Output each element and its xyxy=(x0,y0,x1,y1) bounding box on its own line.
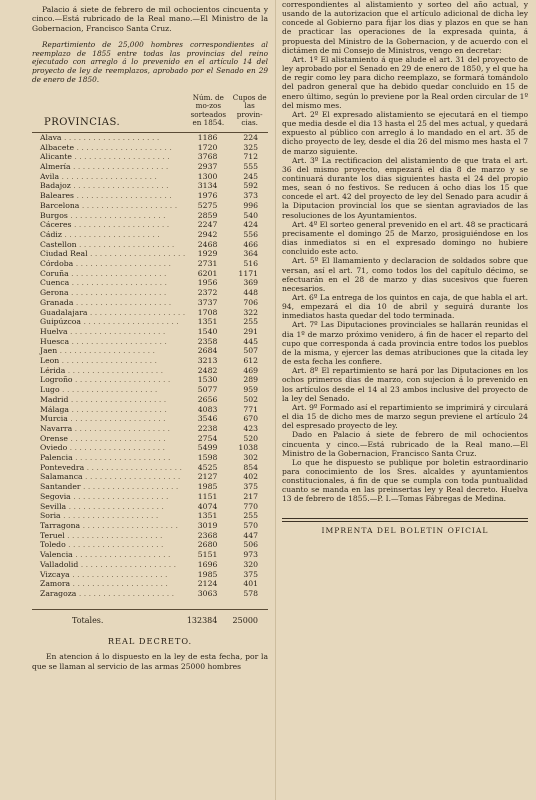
drawn-count: 6201 xyxy=(197,268,218,278)
table-row xyxy=(32,385,268,395)
province-name: Badajoz . . . xyxy=(32,181,185,191)
province-name: Orense . . . xyxy=(32,434,185,444)
drawn-count: 3737 xyxy=(197,297,218,307)
province-name: Ciudad Real . . . xyxy=(32,249,185,259)
province-name: Gerona . . . xyxy=(32,288,185,298)
totals-quota: 25000 xyxy=(231,609,268,625)
drawn-count: 3768 xyxy=(197,152,218,162)
quota-count: 854 xyxy=(243,462,258,472)
quota-count: 540 xyxy=(243,210,258,220)
province-name: Huelva . . . xyxy=(32,327,185,337)
quota-count: 291 xyxy=(243,326,258,336)
quota-count: 448 xyxy=(243,288,258,298)
quota-count: 401 xyxy=(243,579,258,589)
intro-paragraph: Palacio á siete de febrero de mil ochocientos cincuenta y cinco.—Está rubricado de la Real mano.—El Ministro de la Gobernacion, Francisco Santa Cruz. xyxy=(32,5,268,33)
drawn-count: 2656 xyxy=(197,394,218,404)
drawn-count: 2680 xyxy=(197,540,218,550)
drawn-count: 1186 xyxy=(197,132,218,142)
drawn-count: 2942 xyxy=(197,229,218,239)
quota-count: 424 xyxy=(243,220,258,230)
province-name: Cuenca . . . xyxy=(32,278,185,288)
table-row xyxy=(32,132,268,142)
table-row xyxy=(32,191,268,201)
province-name: Palencia . . . xyxy=(32,453,185,463)
quota-count: 578 xyxy=(243,588,258,598)
table-row xyxy=(32,511,268,521)
quota-count: 507 xyxy=(243,346,258,356)
drawn-count: 3546 xyxy=(197,414,218,424)
drawn-count: 3019 xyxy=(197,521,218,530)
quota-count: 506 xyxy=(243,540,258,550)
table-row xyxy=(32,211,268,221)
quota-count: 570 xyxy=(243,521,258,530)
quota-count: 375 xyxy=(243,482,258,492)
totals-drawn: 132384 xyxy=(185,609,231,625)
quota-count: 959 xyxy=(243,385,258,395)
table-row xyxy=(32,492,268,502)
quota-count: 1038 xyxy=(238,443,258,453)
table-row xyxy=(32,579,268,589)
quota-count: 245 xyxy=(243,171,258,181)
quota-count: 556 xyxy=(243,229,258,239)
province-name: Málaga . . . xyxy=(32,405,185,415)
drawn-count: 1956 xyxy=(197,278,218,288)
drawn-count: 1351 xyxy=(197,317,218,327)
decree-intro-text: En atencion á lo dispuesto en la ley de esta fecha, por la que se llaman al servicio de las armas 25000 hombres xyxy=(32,652,268,671)
province-name: Avila . . . xyxy=(32,172,185,182)
quota-count: 670 xyxy=(243,414,258,424)
table-row xyxy=(32,259,268,269)
article-paragraph: Lo que he dispuesto se publique por boletin estraordinario para conocimiento de los Sres. alcaldes y ayuntamientos constitucionales, á fin de que se cumpla con toda puntualidad cuanto se manda en las preinsertas ley y Real decreto. Huelva 13 de febrero de 1855.—P. I.—Tomas Fábregas de Medina. xyxy=(282,457,528,504)
table-row xyxy=(32,308,268,318)
province-name: Tarragona . . . xyxy=(32,521,185,531)
drawn-count: 2127 xyxy=(197,472,218,482)
quota-count: 369 xyxy=(243,278,258,288)
province-name: Baleares . . . xyxy=(32,191,185,201)
decree-articles xyxy=(282,0,528,504)
quota-count: 612 xyxy=(243,356,258,366)
article-paragraph: Art. 9º Formado así el repartimiento se imprimirá y circulará el dia 15 de dicho mes de marzo segun previene el artículo 24 del espresado proyecto de ley. xyxy=(282,402,528,431)
quota-count: 1171 xyxy=(238,268,258,278)
quota-count: 502 xyxy=(243,394,258,404)
province-name: Zamora . . . xyxy=(32,579,185,589)
drawn-count: 4083 xyxy=(197,404,218,414)
quota-count: 592 xyxy=(243,181,258,191)
province-name: Murcia . . . xyxy=(32,414,185,424)
drawn-count: 2368 xyxy=(197,530,218,540)
table-row xyxy=(32,172,268,182)
province-name: Salamanca . . . xyxy=(32,472,185,482)
table-row xyxy=(32,472,268,482)
drawn-count: 5151 xyxy=(197,550,218,560)
province-name: Jaen . . . xyxy=(32,346,185,356)
province-name: Granada . . . xyxy=(32,298,185,308)
table-row xyxy=(32,540,268,550)
quota-count: 447 xyxy=(243,530,258,540)
table-row xyxy=(32,463,268,473)
province-name: Toledo . . . xyxy=(32,540,185,550)
drawn-count: 1696 xyxy=(197,559,218,569)
article-paragraph: Art. 7º Las Diputaciones provinciales se hallarán reunidas el dia 1º de marzo próximo venidero, á fin de hacer el reparto del cupo que corresponda á cada provincia entre todos los pueblos de la misma, y ejercer las demas atribuciones que la citada ley de esta fecha les confiere. xyxy=(282,320,528,367)
table-row xyxy=(32,249,268,259)
drawn-count: 3063 xyxy=(197,588,218,598)
quota-count: 320 xyxy=(243,559,258,569)
drawn-count: 2482 xyxy=(197,365,218,375)
decree-title: REAL DECRETO. xyxy=(107,636,193,647)
province-name: Albacete . . . xyxy=(32,143,185,153)
table-row xyxy=(32,589,268,599)
province-name: Santander . . . xyxy=(32,482,185,492)
article-paragraph: Art. 5º El llamamiento y declaracion de soldados sobre que versan, así el art. 71, como todos los del capítulo décimo, se efectuarán en el 28 de marzo y dias sucesivos que fueren necesarios. xyxy=(282,256,528,293)
drawn-count: 1976 xyxy=(197,191,218,201)
footer-rule xyxy=(282,518,528,519)
table-row xyxy=(32,356,268,366)
province-quota-table xyxy=(32,93,268,625)
province-name: Madrid . . . xyxy=(32,395,185,405)
drawn-count: 3213 xyxy=(197,356,218,366)
province-name: Coruña . . . xyxy=(32,269,185,279)
province-name: Castellon . . . xyxy=(32,240,185,250)
table-row xyxy=(32,375,268,385)
quota-count: 423 xyxy=(243,423,258,433)
table-row xyxy=(32,269,268,279)
quota-count: 224 xyxy=(243,132,258,142)
table-row xyxy=(32,521,268,531)
quota-count: 516 xyxy=(243,259,258,269)
drawn-count: 3134 xyxy=(197,181,218,191)
drawn-count: 1708 xyxy=(197,307,218,317)
quota-count: 466 xyxy=(243,239,258,249)
repartimiento-note: Repartimiento de 25,000 hombres correspondientes al reemplazo de 1855 entre todas las provincias del reino ejecutado con arreglo á lo prevenido en el artículo 14 del proyecto de ley de reemplazos, aprobado por el Senado en 29 de enero de 1850. xyxy=(32,39,268,85)
table-row xyxy=(32,298,268,308)
table-row xyxy=(32,327,268,337)
province-name: Vizcaya . . . xyxy=(32,570,185,580)
table-row xyxy=(32,443,268,453)
printer-imprint: IMPRENTA DEL BOLETIN OFICIAL xyxy=(321,525,489,535)
table-row xyxy=(32,414,268,424)
province-name: Navarra . . . xyxy=(32,424,185,434)
drawn-count: 1300 xyxy=(197,171,218,181)
province-name: Córdoba . . . xyxy=(32,259,185,269)
quota-count: 255 xyxy=(243,317,258,327)
table-row xyxy=(32,424,268,434)
province-name: Sevilla . . . xyxy=(32,502,185,512)
article-paragraph: Art. 4º El sorteo general prevenido en el art. 48 se practicará precisamente el domingo 25 de Marzo, prosiguiéndose en los dias inmediatos si en el expresado domingo no hubiere concluido este acto. xyxy=(282,219,528,257)
table-row xyxy=(32,346,268,356)
quota-count: 364 xyxy=(243,249,258,259)
table-row xyxy=(32,240,268,250)
drawn-count: 2754 xyxy=(197,433,218,443)
table-row xyxy=(32,434,268,444)
drawn-count: 1985 xyxy=(197,482,218,492)
province-name: Huesca . . . xyxy=(32,337,185,347)
province-name: Valencia . . . xyxy=(32,550,185,560)
province-name: Burgos . . . xyxy=(32,211,185,221)
drawn-count: 5499 xyxy=(197,443,218,453)
table-row xyxy=(32,482,268,492)
drawn-count: 2247 xyxy=(197,220,218,230)
table-row xyxy=(32,162,268,172)
quota-count: 375 xyxy=(243,569,258,579)
table-row xyxy=(32,288,268,298)
province-name: Lérida . . . xyxy=(32,366,185,376)
province-name: Alava . . . xyxy=(32,132,185,142)
table-row xyxy=(32,220,268,230)
drawn-count: 1530 xyxy=(197,375,218,385)
article-paragraph: Art. 8º El repartimiento se hará por las Diputaciones en los ochos primeros dias de marzo, con sujecion á lo prevenido en los artículos desde el 14 al 23 ambos inclusive del proyecto de la ley del Senado. xyxy=(282,366,528,403)
drawn-count: 2731 xyxy=(197,259,218,269)
quota-count: 771 xyxy=(243,404,258,414)
table-row xyxy=(32,405,268,415)
table-row xyxy=(32,278,268,288)
quota-count: 289 xyxy=(243,375,258,385)
quota-count: 520 xyxy=(243,433,258,443)
drawn-count: 1929 xyxy=(197,249,218,259)
table-row xyxy=(32,317,268,327)
quota-count: 255 xyxy=(243,511,258,521)
drawn-count: 1540 xyxy=(197,326,218,336)
table-row xyxy=(32,531,268,541)
province-name: Oviedo . . . xyxy=(32,443,185,453)
article-paragraph: Art. 6º La entrega de los quintos en caja, de que habla el art. 94, empezará el dia 10 de abril y seguirá durante los inmediatos hasta quedar del todo terminada. xyxy=(282,293,528,321)
province-header: PROVINCIAS. xyxy=(32,93,185,133)
province-name: Cáceres . . . xyxy=(32,220,185,230)
quota-count: 373 xyxy=(243,191,258,201)
article-paragraph: Dado en Palacio á siete de febrero de mil ochocientos cincuenta y cinco.—Está rubricado de la Real mano.—El Ministro de la Gobernacion, Francisco Santa Cruz. xyxy=(282,430,528,458)
article-paragraph: Art. 1º El alistamiento á que alude el art. 31 del proyecto de ley aprobado por el Senado en 29 de enero de 1850, y el que ha de regir como ley para dicho reemplazo, se formará tomándolo del padron general que ha debido quedar concluido en 15 de enero último, según lo previene por la Real orden circular de 1º del mismo mes. xyxy=(282,54,528,110)
drawn-count: 2238 xyxy=(197,423,218,433)
province-name: Guipúzcoa . . . xyxy=(32,317,185,327)
quota-count: 322 xyxy=(243,307,258,317)
table-row xyxy=(32,453,268,463)
table-row xyxy=(32,143,268,153)
province-name: Valladolid . . . xyxy=(32,560,185,570)
drawn-count: 1720 xyxy=(197,142,218,152)
drawn-count: 1151 xyxy=(197,491,218,501)
drawn-count: 2358 xyxy=(197,336,218,346)
totals-label: Totales. xyxy=(32,609,185,625)
province-name: Lugo . . . xyxy=(32,385,185,395)
province-name: Soria . . . xyxy=(32,511,185,521)
quota-count: 302 xyxy=(243,453,258,463)
table-row xyxy=(32,502,268,512)
drawn-count: 2937 xyxy=(197,161,218,171)
drawn-count: 2859 xyxy=(197,210,218,220)
province-name: Leon . . . xyxy=(32,356,185,366)
quota-count: 706 xyxy=(243,297,258,307)
quota-count: 973 xyxy=(243,550,258,560)
quota-count: 325 xyxy=(243,142,258,152)
province-name: Almería . . . xyxy=(32,162,185,172)
table-row xyxy=(32,201,268,211)
totals-row xyxy=(32,609,268,625)
table-body xyxy=(32,132,268,598)
province-name: Alicante . . . xyxy=(32,152,185,162)
drawn-count: 4525 xyxy=(197,462,218,472)
quota-count: 555 xyxy=(243,161,258,171)
province-name: Pontevedra . . . xyxy=(32,463,185,473)
drawn-count: 5077 xyxy=(197,385,218,395)
quota-count: 469 xyxy=(243,365,258,375)
quota-count: 217 xyxy=(243,491,258,501)
drawn-count: 5275 xyxy=(197,200,218,210)
column-divider xyxy=(275,0,276,800)
drawn-count: 4074 xyxy=(197,501,218,511)
table-header-row xyxy=(32,93,268,133)
drawn-count: 2124 xyxy=(197,579,218,589)
quota-header: Cupos de las provin-cias. xyxy=(231,93,268,133)
table-row xyxy=(32,366,268,376)
province-name: Cádiz . . . xyxy=(32,230,185,240)
drawn-count: 1985 xyxy=(197,569,218,579)
quota-count: 770 xyxy=(243,501,258,511)
table-row xyxy=(32,570,268,580)
table-row xyxy=(32,560,268,570)
table-row xyxy=(32,550,268,560)
continuation-paragraph: correspondientes al alistamiento y sorteo del año actual, y usando de la autorizacion que el artículo adicional de dicha ley concede al Gobierno para fijar los dias y plazos en que se han de practicar las operaciones de la expresada quinta, á propuesta del Ministro de la Gobernacion, y de acuerdo con el dictámen de mi Consejo de Ministros, vengo en decretar: xyxy=(282,0,528,55)
table-row xyxy=(32,181,268,191)
quota-count: 402 xyxy=(243,472,258,482)
quota-count: 445 xyxy=(243,336,258,346)
table-row xyxy=(32,395,268,405)
province-name: Logroño . . . xyxy=(32,375,185,385)
drawn-count: 1351 xyxy=(197,511,218,521)
province-name: Barcelona . . . xyxy=(32,201,185,211)
table-row xyxy=(32,152,268,162)
drawn-count: 2468 xyxy=(197,239,218,249)
province-name: Zaragoza . . . xyxy=(32,589,185,599)
quota-count: 996 xyxy=(243,200,258,210)
article-paragraph: Art. 2º El expresado alistamiento se ejecutará en el tiempo que media desde el dia 13 hasta el 25 del mes actual, y quedará expuesto al público con arreglo á lo mandado en el art. 35 de dicho proyecto de ley, desde el dia 26 del mismo mes hasta el 7 de marzo siguiente. xyxy=(282,109,528,156)
drawn-count: 2372 xyxy=(197,288,218,298)
province-name: Teruel . . . xyxy=(32,531,185,541)
drawn-count: 1598 xyxy=(197,453,218,463)
table-row xyxy=(32,230,268,240)
left-column xyxy=(32,0,268,800)
article-paragraph: Art. 3º La rectificacion del alistamiento de que trata el art. 36 del mismo proyecto, empezará el dia 8 de marzo y se continuará durante los dias siguientes hasta el 24 del propio mes, sean ó no festivos. Se reducen á ocho dias los 15 que concede el art. 42 del proyecto de ley del Senado para acudir á la Diputacion provincial los que se sientan agraviados de las resoluciones de los Ayuntamientos. xyxy=(282,155,528,220)
drawn-youths-header: Núm. de mo-zos sorteados en 1854. xyxy=(185,93,231,133)
table-row xyxy=(32,337,268,347)
right-column xyxy=(282,0,528,800)
quota-count: 712 xyxy=(243,152,258,162)
province-name: Segovia . . . xyxy=(32,492,185,502)
footer-rule-double xyxy=(282,521,528,522)
drawn-count: 2684 xyxy=(197,346,218,356)
province-name: Guadalajara . . . xyxy=(32,308,185,318)
